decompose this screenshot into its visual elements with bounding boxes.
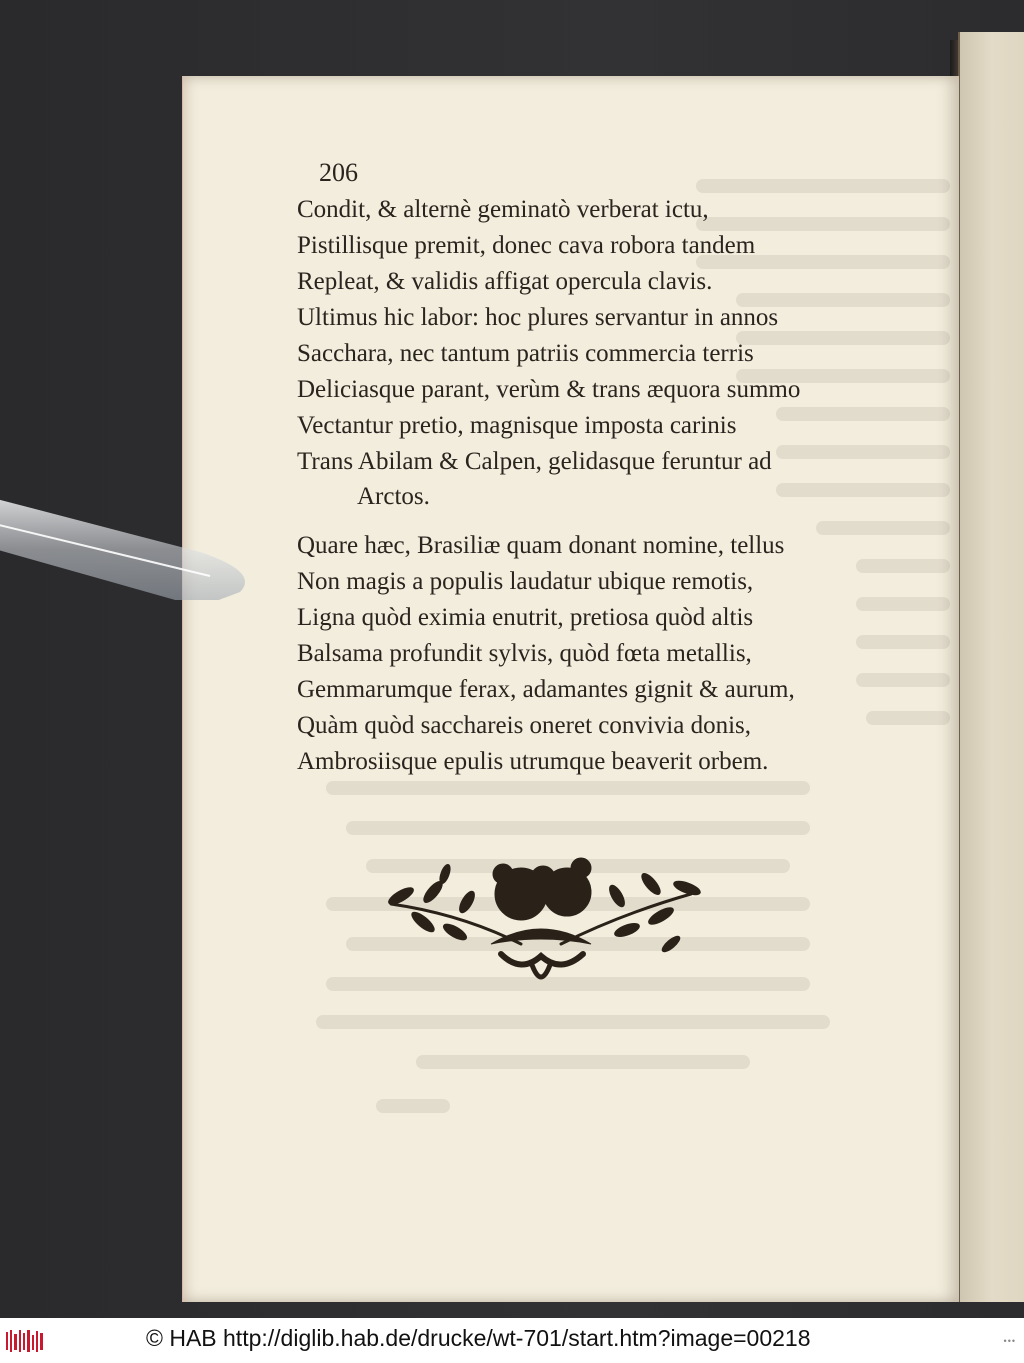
verse-line: Deliciasque parant, verùm & trans æquora summo xyxy=(297,376,801,403)
verse-line: Gemmarumque ferax, adamantes gignit & aurum, xyxy=(297,676,795,703)
verse-line: Condit, & alternè geminatò verberat ictu, xyxy=(297,196,709,223)
verse-line: Ligna quòd eximia enutrit, pretiosa quòd altis xyxy=(297,604,754,631)
page-number: 206 xyxy=(319,158,358,187)
page-marker: ••• xyxy=(1003,1336,1016,1346)
copyright-link[interactable]: © HAB http://diglib.hab.de/drucke/wt-701/start.htm?image=00218 xyxy=(146,1325,811,1351)
verse-line: Balsama profundit sylvis, quòd fœta metallis, xyxy=(297,640,752,667)
facing-page-edge xyxy=(958,32,1024,1302)
verse-line: Non magis a populis laudatur ubique remotis, xyxy=(297,568,754,595)
verse-line: Quare hæc, Brasiliæ quam donant nomine, tellus xyxy=(297,532,785,559)
verse-line-continuation: Arctos. xyxy=(357,483,430,510)
verse-block xyxy=(297,192,897,780)
verse-line: Ambrosiisque epulis utrumque beaverit orbem. xyxy=(297,748,769,775)
verse-line: Sacchara, nec tantum patriis commercia terris xyxy=(297,340,754,367)
footer-bar xyxy=(0,1318,1024,1363)
floral-vignette-icon xyxy=(371,844,711,994)
hab-barcode-logo-icon xyxy=(6,1330,44,1352)
verse-line: Vectantur pretio, magnisque imposta carinis xyxy=(297,412,737,439)
book-page xyxy=(182,76,959,1302)
glass-rod-icon xyxy=(0,490,270,600)
verse-line: Ultimus hic labor: hoc plures servantur in annos xyxy=(297,304,779,331)
verse-line: Trans Abilam & Calpen, gelidasque feruntur ad xyxy=(297,448,772,475)
verse-line: Quàm quòd sacchareis oneret convivia donis, xyxy=(297,712,752,739)
verse-line: Pistillisque premit, donec cava robora tandem xyxy=(297,232,756,259)
verse-line: Repleat, & validis affigat opercula clavis. xyxy=(297,268,713,295)
